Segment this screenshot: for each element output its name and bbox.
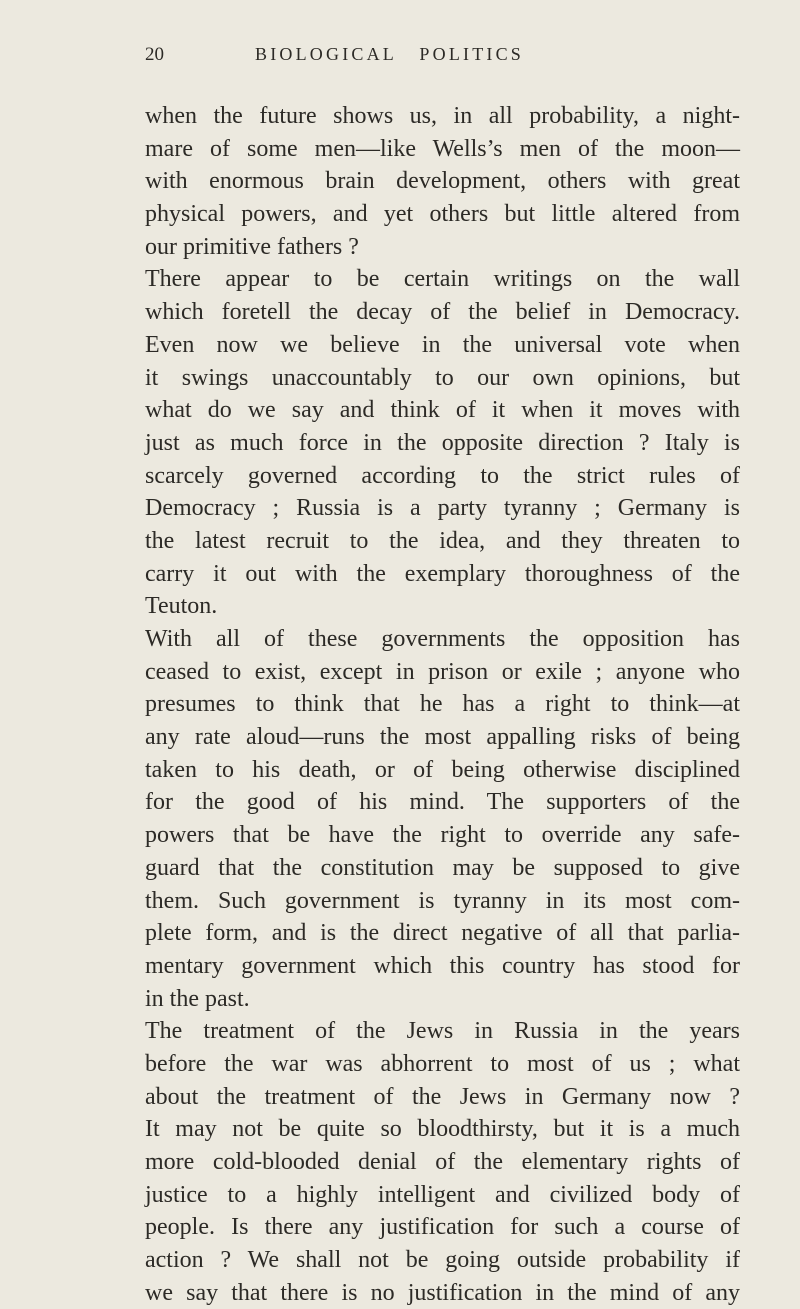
text-line: which foretell the decay of the belief in Democracy.: [145, 299, 740, 326]
text-line: It may not be quite so bloodthirsty, but it is a much: [145, 1116, 740, 1143]
text-line: Teuton.: [145, 593, 218, 620]
text-line: them. Such government is tyranny in its most com-: [145, 887, 740, 914]
text-line: it swings unaccountably to our own opinions, but: [145, 364, 740, 391]
text-line: what do we say and think of it when it moves with: [145, 397, 740, 424]
text-line: in the past.: [145, 985, 250, 1012]
text-line: mentary government which this country has stood for: [145, 952, 740, 979]
text-line: justice to a highly intelligent and civilized body of: [145, 1181, 740, 1208]
text-line: presumes to think that he has a right to think—at: [145, 691, 740, 718]
text-line: With all of these governments the opposition has: [145, 626, 740, 652]
text-line: before the war was abhorrent to most of us ; what: [145, 1050, 740, 1077]
text-line: we say that there is no justification in the mind of any: [145, 1279, 740, 1306]
text-line: people. Is there any justification for such a course of: [145, 1214, 740, 1241]
text-line: with enormous brain development, others with great: [145, 168, 740, 195]
running-title: BIOLOGICAL POLITICS: [255, 44, 525, 64]
text-line: mare of some men—like Wells’s men of the moon—: [145, 135, 740, 162]
text-line: There appear to be certain writings on the wall: [145, 266, 740, 293]
page-number: 20: [145, 44, 164, 65]
text-line: for the good of his mind. The supporters of the: [145, 789, 740, 816]
text-line: action ? We shall not be going outside probability if: [145, 1247, 740, 1274]
body-text: [145, 100, 740, 1309]
text-line: more cold-blooded denial of the elementary rights of: [145, 1149, 740, 1175]
text-line: Democracy ; Russia is a party tyranny ; Germany is: [145, 495, 740, 522]
page-header: [145, 44, 615, 84]
text-line: ceased to exist, except in prison or exile ; anyone who: [145, 658, 740, 685]
text-line: physical powers, and yet others but little altered from: [145, 201, 740, 228]
text-line: just as much force in the opposite direction ? Italy is: [145, 429, 740, 456]
text-line: powers that be have the right to override any safe-: [145, 822, 740, 849]
text-line: when the future shows us, in all probability, a night-: [145, 103, 740, 129]
text-line: Even now we believe in the universal vote when: [145, 331, 740, 358]
text-line: carry it out with the exemplary thoroughness of the: [145, 560, 740, 587]
text-line: plete form, and is the direct negative of all that parlia-: [145, 920, 740, 947]
text-line: about the treatment of the Jews in Germany now ?: [145, 1083, 740, 1110]
text-line: the latest recruit to the idea, and they threaten to: [145, 527, 740, 554]
text-line: any rate aloud—runs the most appalling risks of being: [145, 724, 740, 751]
text-line: guard that the constitution may be supposed to give: [145, 854, 740, 881]
text-line: scarcely governed according to the strict rules of: [145, 462, 740, 489]
text-line: The treatment of the Jews in Russia in the years: [145, 1018, 740, 1045]
text-line: taken to his death, or of being otherwise disciplined: [145, 756, 740, 783]
text-line: our primitive fathers ?: [145, 233, 359, 260]
